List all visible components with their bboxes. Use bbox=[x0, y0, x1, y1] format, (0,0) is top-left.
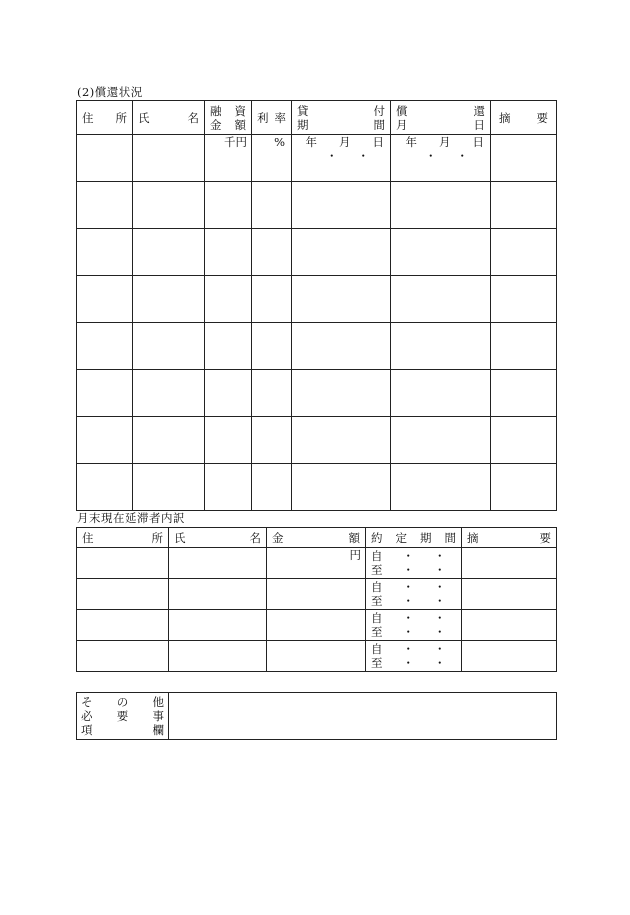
cell-repayment-date[interactable]: 年 月 日 ・ ・ bbox=[391, 135, 491, 182]
repayment-row bbox=[77, 417, 557, 464]
cell-address[interactable] bbox=[77, 641, 169, 672]
cell-address[interactable] bbox=[77, 579, 169, 610]
from-label: 自 bbox=[371, 611, 383, 625]
date-dot: ・ bbox=[402, 642, 414, 656]
cell-agreed-period[interactable] bbox=[366, 610, 462, 641]
cell-name[interactable] bbox=[169, 579, 267, 610]
delinquent-row bbox=[77, 641, 557, 672]
delinquent-header-row bbox=[77, 528, 557, 548]
cell-remarks[interactable] bbox=[491, 370, 557, 417]
repayment-header-row bbox=[77, 101, 557, 135]
date-dot: ・ bbox=[402, 611, 414, 625]
cell-address[interactable] bbox=[77, 276, 133, 323]
delinquent-row bbox=[77, 579, 557, 610]
cell-name[interactable] bbox=[133, 182, 205, 229]
cell-repayment-date[interactable] bbox=[391, 464, 491, 511]
amount-unit: 千円 bbox=[224, 135, 247, 149]
date-dot: ・ bbox=[434, 594, 446, 608]
cell-address[interactable] bbox=[77, 417, 133, 464]
cell-interest-rate[interactable] bbox=[252, 276, 292, 323]
repayment-row bbox=[77, 323, 557, 370]
cell-address[interactable] bbox=[77, 135, 133, 182]
cell-agreed-period[interactable] bbox=[366, 579, 462, 610]
delinquent-row bbox=[77, 610, 557, 641]
cell-repayment-date[interactable] bbox=[391, 370, 491, 417]
cell-remarks[interactable] bbox=[462, 610, 557, 641]
yen-unit: 円 bbox=[349, 548, 361, 562]
repayment-row bbox=[77, 276, 557, 323]
header-agreed-period: 約 定 期 間 bbox=[366, 528, 462, 548]
cell-address[interactable] bbox=[77, 229, 133, 276]
cell-loan-amount[interactable] bbox=[205, 276, 252, 323]
cell-loan-period[interactable] bbox=[292, 229, 391, 276]
delinquent-row bbox=[77, 548, 557, 579]
from-label: 自 bbox=[371, 580, 383, 594]
cell-loan-period[interactable] bbox=[292, 464, 391, 511]
header-address: 住 所 bbox=[77, 528, 169, 548]
other-items-field[interactable] bbox=[169, 693, 557, 740]
cell-name[interactable] bbox=[133, 229, 205, 276]
section1-title: (2)償還状況 bbox=[77, 85, 143, 99]
cell-repayment-date[interactable] bbox=[391, 417, 491, 464]
cell-amount[interactable] bbox=[267, 641, 366, 672]
date-dot: ・ bbox=[402, 594, 414, 608]
cell-remarks[interactable] bbox=[491, 417, 557, 464]
cell-repayment-date[interactable] bbox=[391, 182, 491, 229]
header-remarks: 摘 要 bbox=[491, 101, 557, 135]
cell-name[interactable] bbox=[133, 417, 205, 464]
header-name: 氏 名 bbox=[169, 528, 267, 548]
repayment-row bbox=[77, 182, 557, 229]
cell-interest-rate[interactable] bbox=[252, 135, 292, 182]
section2-title: 月末現在延滞者内訳 bbox=[77, 511, 185, 525]
cell-amount[interactable] bbox=[267, 610, 366, 641]
header-interest-rate: 利 率 bbox=[252, 101, 292, 135]
date-dot: ・ bbox=[434, 656, 446, 670]
cell-loan-period[interactable] bbox=[292, 323, 391, 370]
cell-name[interactable] bbox=[169, 548, 267, 579]
cell-remarks[interactable] bbox=[491, 464, 557, 511]
cell-remarks[interactable] bbox=[491, 276, 557, 323]
cell-loan-amount[interactable] bbox=[205, 323, 252, 370]
cell-loan-amount[interactable] bbox=[205, 229, 252, 276]
to-label: 至 bbox=[371, 563, 383, 577]
header-loan-amount: 融 資 金 額 bbox=[205, 101, 252, 135]
cell-remarks[interactable] bbox=[462, 548, 557, 579]
repayment-row bbox=[77, 370, 557, 417]
to-label: 至 bbox=[371, 625, 383, 639]
cell-interest-rate[interactable] bbox=[252, 370, 292, 417]
cell-name[interactable] bbox=[133, 323, 205, 370]
cell-agreed-period[interactable] bbox=[366, 548, 462, 579]
cell-loan-amount[interactable] bbox=[205, 417, 252, 464]
repayment-first-row bbox=[77, 135, 557, 182]
cell-loan-period[interactable] bbox=[292, 370, 391, 417]
cell-address[interactable] bbox=[77, 323, 133, 370]
cell-repayment-date[interactable] bbox=[391, 229, 491, 276]
cell-remarks[interactable] bbox=[462, 641, 557, 672]
date-dot: ・ bbox=[402, 563, 414, 577]
cell-agreed-period[interactable] bbox=[366, 641, 462, 672]
cell-name[interactable] bbox=[133, 370, 205, 417]
date-dot: ・ bbox=[434, 563, 446, 577]
cell-name[interactable] bbox=[133, 464, 205, 511]
cell-amount[interactable] bbox=[267, 579, 366, 610]
date-dot: ・ bbox=[434, 549, 446, 563]
to-label: 至 bbox=[371, 656, 383, 670]
cell-name[interactable] bbox=[133, 276, 205, 323]
header-name: 氏 名 bbox=[133, 101, 205, 135]
cell-loan-period[interactable] bbox=[292, 276, 391, 323]
cell-name[interactable] bbox=[133, 135, 205, 182]
date-dot: ・ bbox=[402, 625, 414, 639]
cell-address[interactable] bbox=[77, 464, 133, 511]
cell-loan-amount[interactable] bbox=[205, 135, 252, 182]
date-dot: ・ bbox=[434, 625, 446, 639]
cell-address[interactable] bbox=[77, 182, 133, 229]
cell-remarks[interactable] bbox=[491, 135, 557, 182]
date-dot: ・ bbox=[434, 611, 446, 625]
cell-remarks[interactable] bbox=[491, 229, 557, 276]
date-dot: ・ bbox=[402, 580, 414, 594]
cell-interest-rate[interactable] bbox=[252, 323, 292, 370]
header-remarks: 摘 要 bbox=[462, 528, 557, 548]
repayment-row bbox=[77, 464, 557, 511]
cell-address[interactable] bbox=[77, 548, 169, 579]
delinquent-table bbox=[76, 527, 557, 672]
cell-interest-rate[interactable] bbox=[252, 417, 292, 464]
repayment-row bbox=[77, 229, 557, 276]
cell-remarks[interactable] bbox=[462, 579, 557, 610]
cell-remarks[interactable] bbox=[491, 182, 557, 229]
from-label: 自 bbox=[371, 549, 383, 563]
cell-repayment-date[interactable] bbox=[391, 276, 491, 323]
cell-loan-amount[interactable] bbox=[205, 182, 252, 229]
date-dot: ・ bbox=[434, 580, 446, 594]
cell-address[interactable] bbox=[77, 370, 133, 417]
rate-unit: % bbox=[274, 135, 285, 149]
header-loan-period: 貸 付 期 間 bbox=[292, 101, 391, 135]
cell-interest-rate[interactable] bbox=[252, 182, 292, 229]
other-items-table bbox=[76, 692, 557, 740]
to-label: 至 bbox=[371, 594, 383, 608]
cell-remarks[interactable] bbox=[491, 323, 557, 370]
repayment-table bbox=[76, 100, 557, 511]
cell-repayment-date[interactable] bbox=[391, 323, 491, 370]
cell-amount[interactable] bbox=[267, 548, 366, 579]
cell-interest-rate[interactable] bbox=[252, 464, 292, 511]
header-address: 住 所 bbox=[77, 101, 133, 135]
other-items-label: そ の 他 必 要 事 項 欄 bbox=[77, 693, 169, 740]
cell-loan-amount[interactable] bbox=[205, 464, 252, 511]
cell-loan-amount[interactable] bbox=[205, 370, 252, 417]
cell-loan-period[interactable] bbox=[292, 417, 391, 464]
cell-address[interactable] bbox=[77, 610, 169, 641]
cell-loan-period[interactable]: 年 月 日 ・ ・ bbox=[292, 135, 391, 182]
date-dot: ・ bbox=[434, 642, 446, 656]
cell-interest-rate[interactable] bbox=[252, 229, 292, 276]
from-label: 自 bbox=[371, 642, 383, 656]
header-amount: 金 額 bbox=[267, 528, 366, 548]
header-repayment-date: 償 還 月 日 bbox=[391, 101, 491, 135]
cell-name[interactable] bbox=[169, 610, 267, 641]
date-dot: ・ bbox=[402, 656, 414, 670]
cell-loan-period[interactable] bbox=[292, 182, 391, 229]
date-dot: ・ bbox=[402, 549, 414, 563]
cell-name[interactable] bbox=[169, 641, 267, 672]
